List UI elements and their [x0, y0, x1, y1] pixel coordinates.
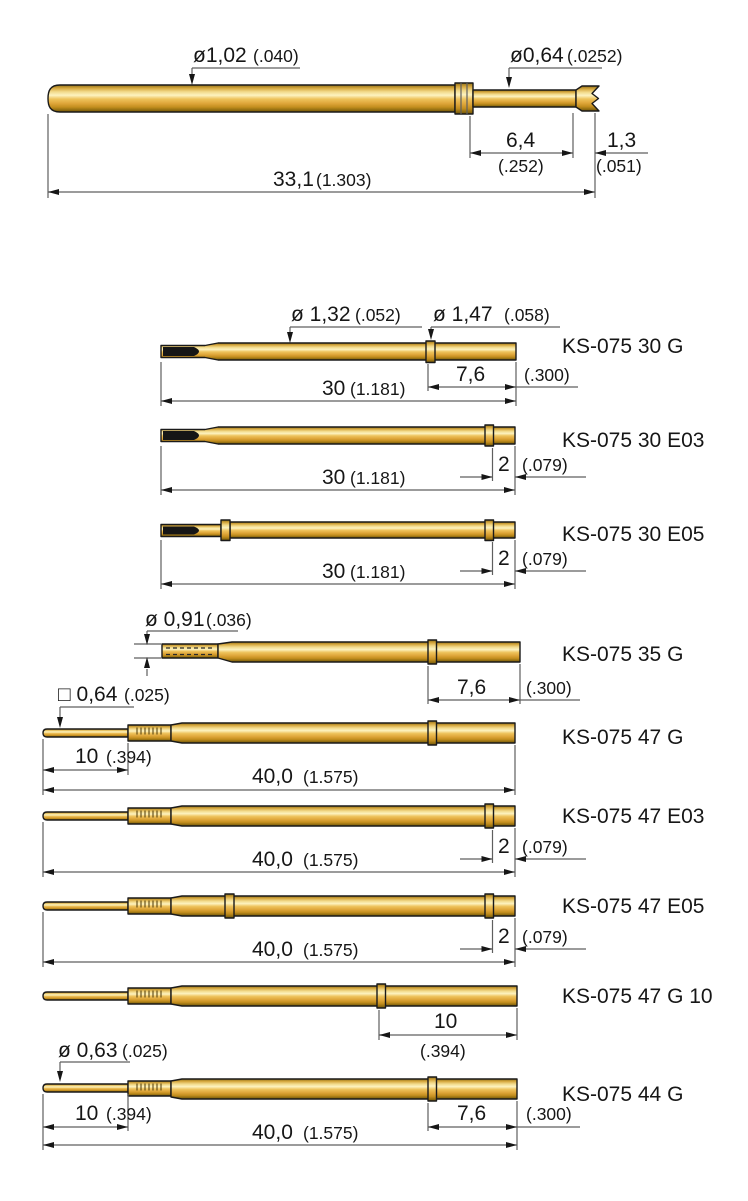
- probe-barrel: [171, 806, 515, 826]
- collar-offset-inch: (.079): [522, 927, 568, 947]
- barrel-dia-metric: ø1,02: [193, 44, 247, 67]
- collar-offset-metric: 7,6: [457, 1102, 487, 1125]
- probe-plunger: [473, 90, 576, 107]
- collar-ring: [485, 804, 494, 828]
- length-inch: (1.575): [303, 1123, 359, 1143]
- tip-sq-inch: (.025): [124, 685, 170, 705]
- collar-offset-inch: (.079): [522, 837, 568, 857]
- tip-len-metric: 1,3: [607, 129, 637, 152]
- callout-barrel-diameter: [189, 44, 300, 85]
- probe-barrel: [171, 896, 515, 916]
- length-inch: (1.181): [350, 468, 406, 488]
- barrel-end-rings: [455, 83, 473, 114]
- dim-collar-offset: [428, 362, 578, 406]
- arrow-down: [506, 77, 512, 88]
- total-len-inch: (1.303): [316, 170, 372, 190]
- model-label: KS-075 35 G: [562, 643, 684, 666]
- dim-length: [161, 446, 515, 495]
- knurl-ticks: [137, 901, 161, 908]
- collar-offset-metric: 2: [498, 547, 510, 570]
- dim-tip-length: [43, 739, 152, 795]
- callout-plunger-diameter: [506, 44, 622, 88]
- callout-square-tip: [57, 683, 170, 728]
- collar-offset-metric: 10: [434, 1010, 458, 1033]
- arrow-down: [189, 74, 195, 85]
- length-inch: (1.575): [303, 850, 359, 870]
- plunger-len-inch: (.252): [498, 156, 544, 176]
- sleeve-dia-inch: (.052): [355, 305, 401, 325]
- length-metric: 40,0: [252, 938, 293, 961]
- tip-len-metric: 10: [75, 1102, 99, 1125]
- crown-tip: [576, 86, 599, 111]
- plunger-len-metric: 6,4: [506, 129, 536, 152]
- collar-offset-inch: (.079): [522, 549, 568, 569]
- dim-collar-offset: [428, 664, 580, 704]
- collar-offset-metric: 7,6: [456, 363, 486, 386]
- dim-length: [43, 912, 515, 967]
- plunger-dia-metric: ø0,64: [510, 44, 564, 67]
- dim-collar-offset: [428, 1101, 580, 1150]
- length-inch: (1.181): [350, 562, 406, 582]
- probe-row-ks-075-47-g: [43, 683, 683, 795]
- length-metric: 30: [322, 377, 346, 400]
- dim-length: [43, 822, 515, 877]
- collar-ring: [428, 1077, 437, 1101]
- dim-collar-offset: [460, 540, 586, 589]
- sleeve-dia-metric: ø 1,32: [291, 303, 351, 326]
- collar-ring: [377, 984, 386, 1008]
- tip-len-inch: (.051): [596, 156, 642, 176]
- tip-wire: [43, 992, 128, 1000]
- tip-slot: [163, 431, 199, 440]
- probe-barrel: [171, 986, 517, 1006]
- probe-barrel: [48, 85, 455, 112]
- collar-offset-inch: (.394): [420, 1041, 466, 1061]
- model-label: KS-075 47 G 10: [562, 985, 713, 1008]
- probe-row-ks-075-30-g: [161, 303, 683, 406]
- length-metric: 40,0: [252, 765, 293, 788]
- receptacle-body: [218, 642, 520, 662]
- total-len-metric: 33,1: [273, 168, 314, 191]
- receptacle-body: [230, 522, 515, 538]
- tip-slot: [163, 347, 199, 356]
- length-metric: 30: [322, 560, 346, 583]
- mount-ring: [225, 894, 234, 918]
- callout-tip-diameter: [57, 1039, 168, 1082]
- collar-ring: [485, 425, 494, 446]
- dim-collar-offset: [460, 828, 586, 877]
- tip-wire: [43, 1084, 128, 1092]
- collar-offset-inch: (.300): [524, 365, 570, 385]
- tip-len-inch: (.394): [106, 1104, 152, 1124]
- model-label: KS-075 47 E03: [562, 805, 705, 828]
- tip-dia-inch: (.036): [206, 610, 252, 630]
- collar-offset-metric: 2: [498, 925, 510, 948]
- main-probe-drawing: [48, 44, 648, 198]
- probe-row-ks-075-35-g: [134, 608, 683, 704]
- model-label: KS-075 30 E05: [562, 523, 705, 546]
- plunger-dia-inch: (.0252): [567, 46, 623, 66]
- dim-length: [43, 1121, 517, 1148]
- barrel-dia-inch: (.040): [253, 46, 299, 66]
- tip-len-inch: (.394): [106, 747, 152, 767]
- dim-length: [161, 540, 515, 589]
- probe-row-ks-075-30-e03: [161, 425, 704, 495]
- knurl-ticks: [137, 1084, 161, 1091]
- probe-row-ks-075-47-e05: [43, 894, 704, 967]
- collar-ring: [428, 640, 437, 664]
- dim-collar-offset: [460, 918, 586, 967]
- length-metric: 30: [322, 466, 346, 489]
- collar-offset-metric: 2: [498, 835, 510, 858]
- receptacle-body: [161, 343, 516, 360]
- receptacle-body: [161, 427, 515, 444]
- model-label: KS-075 44 G: [562, 1083, 684, 1106]
- probe-barrel: [171, 1079, 517, 1099]
- length-inch: (1.575): [303, 940, 359, 960]
- collar-dia-metric: ø 1,47: [433, 303, 493, 326]
- collar-offset-inch: (.300): [526, 678, 572, 698]
- model-label: KS-075 47 E05: [562, 895, 705, 918]
- tip-wire: [43, 812, 128, 820]
- dim-plunger-length: [470, 129, 573, 176]
- knurl-ticks: [137, 991, 161, 998]
- length-inch: (1.575): [303, 767, 359, 787]
- collar-offset-metric: 2: [498, 453, 510, 476]
- collar-offset-metric: 7,6: [457, 676, 487, 699]
- dim-tip-length: [595, 129, 648, 176]
- tip-wire: [43, 902, 128, 910]
- collar-ring: [485, 894, 494, 918]
- tip-dia-inch: (.025): [122, 1041, 168, 1061]
- knurl-ticks: [137, 811, 161, 818]
- collar-offset-inch: (.300): [526, 1104, 572, 1124]
- tip-dia-metric: ø 0,91: [145, 608, 205, 631]
- collar-offset-inch: (.079): [522, 455, 568, 475]
- probe-row-ks-075-30-e05: [161, 520, 704, 589]
- length-inch: (1.181): [350, 379, 406, 399]
- tip-dia-metric: ø 0,63: [58, 1039, 118, 1062]
- collar-ring: [426, 341, 435, 363]
- probe-row-ks-075-44-g: [43, 1039, 683, 1150]
- probe-barrel: [171, 723, 515, 743]
- tip-sq-metric: □ 0,64: [58, 683, 118, 706]
- length-metric: 40,0: [252, 848, 293, 871]
- callout-sleeve-diameter: [287, 303, 422, 343]
- dim-collar-offset: [379, 1008, 517, 1061]
- tip-wire: [43, 729, 128, 737]
- collar-dia-inch: (.058): [504, 305, 550, 325]
- dim-tip-length: [43, 1094, 152, 1150]
- collar-ring: [428, 721, 437, 745]
- tip-slot: [163, 527, 199, 535]
- tip-tube: [162, 644, 218, 658]
- knurl-ticks: [137, 728, 161, 735]
- callout-collar-diameter: [428, 303, 560, 340]
- probe-row-ks-075-47-e03: [43, 804, 704, 877]
- length-metric: 40,0: [252, 1121, 293, 1144]
- model-label: KS-075 30 E03: [562, 429, 705, 452]
- dim-collar-offset: [460, 446, 586, 495]
- model-label: KS-075 47 G: [562, 726, 684, 749]
- tip-len-metric: 10: [75, 745, 99, 768]
- model-label: KS-075 30 G: [562, 335, 684, 358]
- mount-ring: [221, 520, 230, 541]
- collar-ring: [485, 520, 494, 541]
